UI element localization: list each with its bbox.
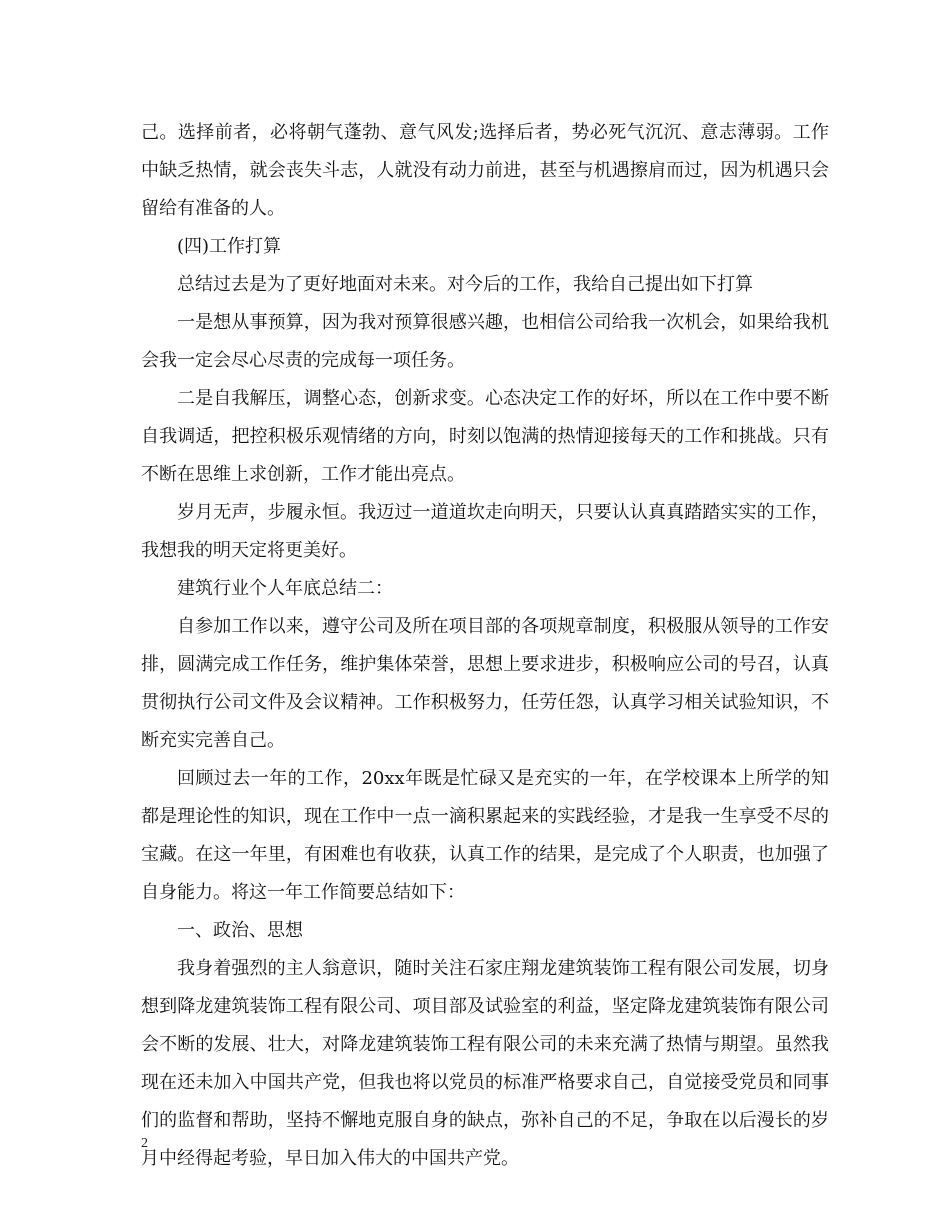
section-heading-summary-two: 建筑行业个人年底总结二： [177, 578, 393, 599]
section-heading-work-plan: (四)工作打算 [177, 236, 282, 257]
paragraph: 自参加工作以来，遵守公司及所在项目部的各项规章制度，积极服从领导的工作安排，圆满完成工作任务，维护集体荣誉，思想上要求进步，积极响应公司的号召，认真贯彻执行公司文件及会议精神。工作积极努力，任劳任怨，认真学习相关试验知识，不断充实完善自己。 [141, 616, 829, 751]
paragraph: 一是想从事预算，因为我对预算很感兴趣，也相信公司给我一次机会，如果给我机会我一定会尽心尽责的完成每一项任务。 [141, 312, 829, 371]
document-body [141, 114, 829, 1178]
paragraph: 己。选择前者，必将朝气蓬勃、意气风发;选择后者，势必死气沉沉、意志薄弱。工作中缺乏热情，就会丧失斗志，人就没有动力前进，甚至与机遇擦肩而过，因为机遇只会留给有准备的人。 [141, 122, 829, 219]
paragraph: 我身着强烈的主人翁意识，随时关注石家庄翔龙建筑装饰工程有限公司发展，切身想到降龙建筑装饰工程有限公司、项目部及试验室的利益，坚定降龙建筑装饰有限公司会不断的发展、壮大，对降龙建筑装饰工程有限公司的未来充满了热情与期望。虽然我现在还未加入中国共产党，但我也将以党员的标准严格要求自己，自觉接受党员和同事们的监督和帮助，坚持不懈地克服自身的缺点，弥补自己的不足，争取在以后漫长的岁月中经得起考验，早日加入伟大的中国共产党。 [141, 958, 829, 1169]
paragraph: 岁月无声，步履永恒。我迈过一道道坎走向明天，只要认认真真踏踏实实的工作，我想我的明天定将更美好。 [141, 502, 829, 561]
paragraph: 回顾过去一年的工作，20xx年既是忙碌又是充实的一年，在学校课本上所学的知都是理论性的知识，现在工作中一点一滴积累起来的实践经验，才是我一生享受不尽的宝藏。在这一年里，有困难也有收获，认真工作的结果，是完成了个人职责，也加强了自身能力。将这一年工作简要总结如下： [141, 768, 829, 903]
page-number: 2 [141, 1136, 148, 1151]
paragraph: 总结过去是为了更好地面对未来。对今后的工作，我给自己提出如下打算 [177, 274, 753, 295]
paragraph: 二是自我解压，调整心态，创新求变。心态决定工作的好坏，所以在工作中要不断自我调适，把控积极乐观情绪的方向，时刻以饱满的热情迎接每天的工作和挑战。只有不断在思维上求创新，工作才能出亮点。 [141, 388, 829, 485]
section-heading-politics: 一、政治、思想 [177, 920, 303, 941]
